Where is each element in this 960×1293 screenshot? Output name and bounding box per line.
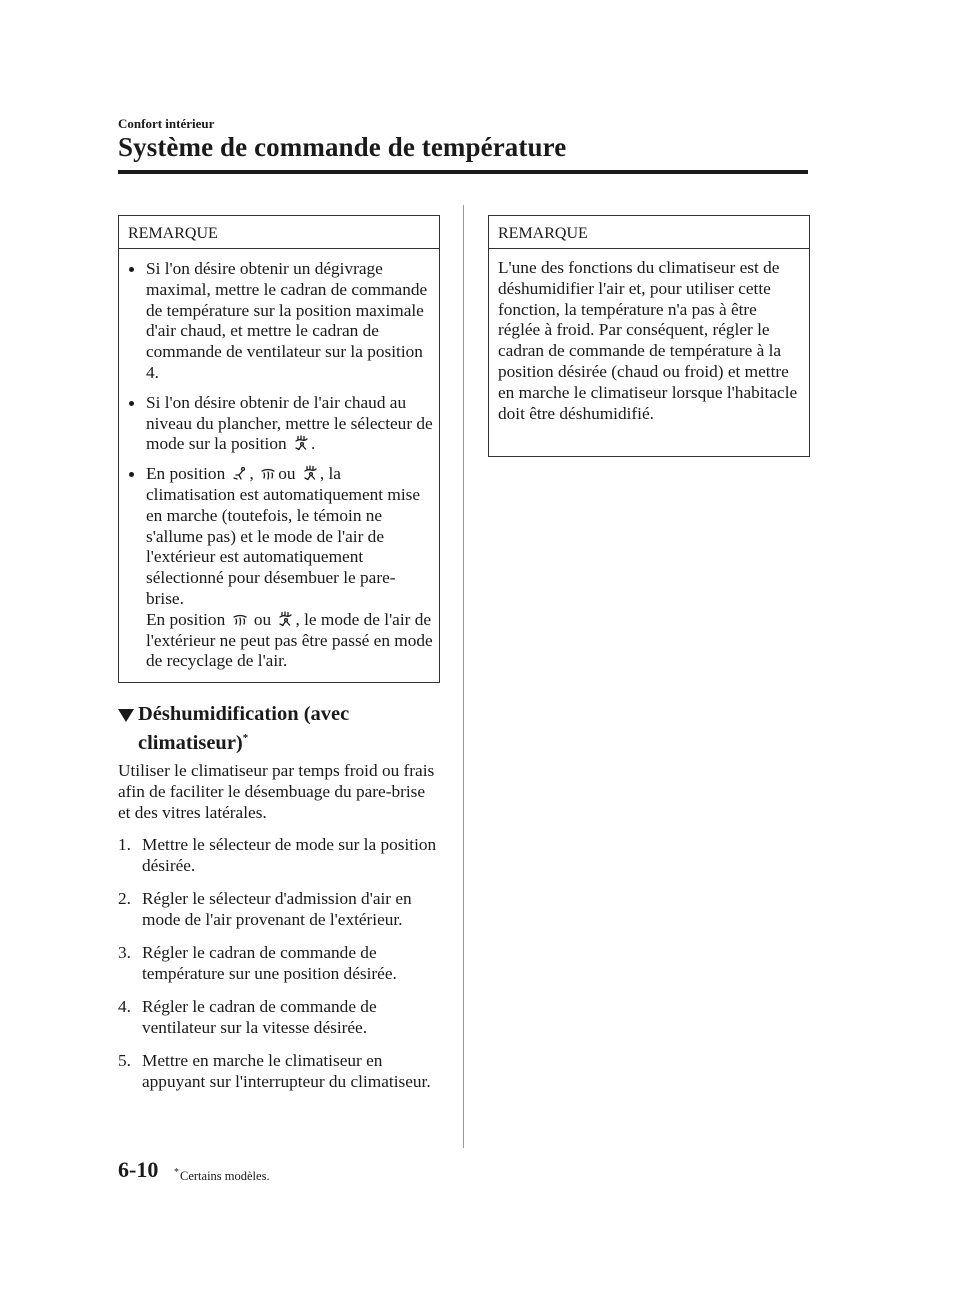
list-item: 5. Mettre en marche le climatiseur en appuyant sur l'interrupteur du climatiseur. (118, 1051, 431, 1092)
note-text: L'une des fonctions du climatiseur est de déshumidifier l'air et, pour utiliser cette fonction, la température n'a pas à être réglée à froid. Par conséquent, régler le cadran de commande de température à la position désirée (chaud ou froid) et mettre en marche le climatiseur lorsque l'habitacle doit être déshumidifié. (498, 258, 798, 423)
page-number: 6-10 (118, 1157, 159, 1182)
section-intro: Utiliser le climatiseur par temps froid ou frais afin de faciliter le désembuage du pare-brise et des vitres latérales. (118, 761, 435, 822)
note-body (489, 249, 809, 424)
bullet-dot (129, 267, 134, 272)
bullet-dot (129, 472, 134, 477)
asterisk-icon: * (242, 732, 249, 744)
floor-defrost-mode-icon (302, 465, 318, 481)
bullet-text: Si l'on désire obtenir un dégivrage maximal, mettre le cadran de commande de température sur la position maximale d'air chaud, et mettre le cadran de commande de ventilateur sur la position 4. (146, 259, 428, 382)
section-label: Confort intérieur (118, 116, 215, 131)
floor-defrost-mode-icon (277, 611, 293, 627)
title-rule (118, 170, 808, 174)
steps-list (118, 835, 443, 1105)
note-heading: REMARQUE (119, 216, 439, 249)
note-body (119, 249, 439, 672)
note-bullet (128, 464, 433, 672)
floor-defrost-mode-icon (293, 435, 309, 451)
bullet-text: Si l'on désire obtenir de l'air chaud au niveau du plancher, mettre le sélecteur de mode sur la position . (146, 392, 433, 454)
windshield-defrost-icon (232, 611, 248, 627)
note-box-right (488, 215, 810, 457)
asterisk-icon: * (174, 1167, 179, 1178)
note-bullet (128, 259, 433, 384)
list-item: 1. Mettre le sélecteur de mode sur la position désirée. (118, 835, 437, 875)
list-item: 2. Régler le sélecteur d'admission d'air en mode de l'air provenant de l'extérieur. (118, 889, 412, 929)
footnote: *Certains modèles. (174, 1167, 270, 1183)
section-heading: Déshumidification (avec climatiseur)* (118, 702, 349, 755)
bullet-dot (129, 401, 134, 406)
floor-mode-icon (232, 465, 248, 481)
list-item: 3. Régler le cadran de commande de température sur une position désirée. (118, 943, 397, 983)
note-box-left (118, 215, 440, 683)
windshield-defrost-icon (260, 465, 276, 481)
note-heading: REMARQUE (489, 216, 809, 249)
list-item: 4. Régler le cadran de commande de ventilateur sur la vitesse désirée. (118, 997, 377, 1038)
bullet-text: En position , ou , la climatisation est automatiquement mise en marche (toutefois, le témoin ne s'allume pas) et le mode de l'air de l'extérieur est automatiquement sélectionné pour désembuer le pare-brise. En position ou , le mode de l'air de l'extérieur ne peut pas être passé en mode de recyclage de l'air. (146, 464, 433, 671)
page-title: Système de commande de température (118, 132, 567, 162)
note-bullet (128, 393, 433, 455)
triangle-marker-icon (118, 709, 134, 722)
column-divider (463, 205, 464, 1148)
